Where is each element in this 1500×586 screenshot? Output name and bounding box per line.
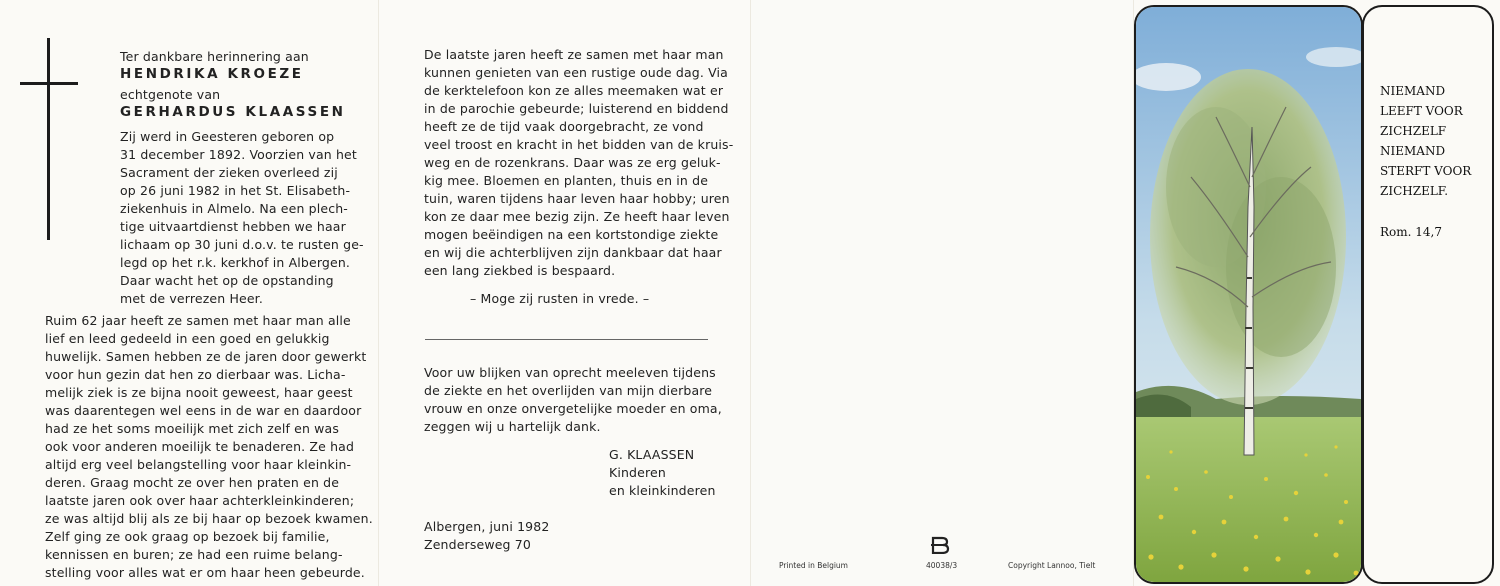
prayer-line: – Moge zij rusten in vrede. – bbox=[470, 291, 650, 306]
divider bbox=[425, 339, 708, 340]
bio-line: tige uitvaartdienst hebben we haar bbox=[120, 219, 346, 234]
bio-line: 31 december 1892. Voorzien van het bbox=[120, 147, 357, 162]
later-line: De laatste jaren heeft ze samen met haar man bbox=[424, 47, 724, 62]
life-line: melijk ziek is ze bijna nooit geweest, haar geest bbox=[45, 385, 353, 400]
bio-line: op 26 juni 1982 in het St. Elisabeth- bbox=[120, 183, 351, 198]
life-line: ze was altijd blij als ze bij haar op bezoek kwamen. bbox=[45, 511, 373, 526]
life-line: stelling voor alles wat er om haar heen gebeurde. bbox=[45, 565, 365, 580]
life-line: lief en leed gedeeld in een goed en gelukkig bbox=[45, 331, 330, 346]
thanks-line: vrouw en onze onvergetelijke moeder en oma, bbox=[424, 401, 722, 416]
spouse-name: GERHARDUS KLAASSEN bbox=[120, 104, 346, 120]
life-line: kennissen en buren; ze had een ruime belang- bbox=[45, 547, 343, 562]
life-line: huwelijk. Samen hebben ze de jaren door gewerkt bbox=[45, 349, 367, 364]
spouse-intro: echtgenote van bbox=[120, 87, 221, 102]
thanks-line: zeggen wij u hartelijk dank. bbox=[424, 419, 601, 434]
bio-line: ziekenhuis in Almelo. Na een plech- bbox=[120, 201, 348, 216]
signature-line: G. KLAASSEN bbox=[609, 447, 695, 462]
life-line: altijd erg veel belangstelling voor haar kleinkin- bbox=[45, 457, 352, 472]
quote-line: NIEMAND bbox=[1380, 144, 1446, 158]
publisher-logo-icon bbox=[930, 536, 950, 554]
later-line: de kerktelefoon kon ze alles meemaken wat er bbox=[424, 83, 724, 98]
quote-line: ZICHZELF. bbox=[1380, 184, 1449, 198]
thanks-line: de ziekte en het overlijden van mijn dierbare bbox=[424, 383, 713, 398]
life-line: laatste jaren ook over haar achterkleinkinderen; bbox=[45, 493, 355, 508]
later-line: tuin, waren tijdens haar leven haar hobby; uren bbox=[424, 191, 730, 206]
life-line: was daarentegen wel eens in de war en daardoor bbox=[45, 403, 362, 418]
later-line: en wij die achterblijven zijn dankbaar dat haar bbox=[424, 245, 722, 260]
life-line: voor hun gezin dat hen zo dierbaar was. Licha- bbox=[45, 367, 346, 382]
later-line: in de parochie gebeurde; luisterend en biddend bbox=[424, 101, 729, 116]
quote-line: NIEMAND bbox=[1380, 84, 1446, 98]
quote-reference: Rom. 14,7 bbox=[1380, 225, 1442, 239]
later-line: kunnen genieten van een rustige oude dag. Via bbox=[424, 65, 728, 80]
signature-line: en kleinkinderen bbox=[609, 483, 716, 498]
life-line: Ruim 62 jaar heeft ze samen met haar man alle bbox=[45, 313, 351, 328]
copyright: Copyright Lannoo, Tielt bbox=[1008, 561, 1096, 570]
bio-line: Zij werd in Geesteren geboren op bbox=[120, 129, 335, 144]
later-line: kig mee. Bloemen en planten, thuis en in de bbox=[424, 173, 709, 188]
life-line: had ze het soms moeilijk met zich zelf en was bbox=[45, 421, 340, 436]
later-line: heeft ze de tijd vaak doorgebracht, ze vond bbox=[424, 119, 704, 134]
bio-line: legd op het r.k. kerkhof in Albergen. bbox=[120, 255, 351, 270]
quote-line: ZICHZELF bbox=[1380, 124, 1447, 138]
card-panel-blank bbox=[750, 0, 1135, 586]
place-date: Albergen, juni 1982 bbox=[424, 519, 550, 534]
quote-line: LEEFT VOOR bbox=[1380, 104, 1463, 118]
print-code: 40038/3 bbox=[926, 561, 958, 570]
quote-card bbox=[1362, 5, 1494, 584]
quote-line: STERFT VOOR bbox=[1380, 164, 1472, 178]
fold-line bbox=[750, 0, 751, 586]
signature-line: Kinderen bbox=[609, 465, 666, 480]
bio-line: Sacrament der zieken overleed zij bbox=[120, 165, 338, 180]
bio-line: Daar wacht het op de opstanding bbox=[120, 273, 334, 288]
life-line: Zelf ging ze ook graag op bezoek bij familie, bbox=[45, 529, 330, 544]
later-line: weg en de rozenkrans. Daar was ze erg geluk- bbox=[424, 155, 721, 170]
later-line: veel troost en kracht in het bidden van de kruis- bbox=[424, 137, 734, 152]
later-line: kon ze daar mee bezig zijn. Ze heeft haar leven bbox=[424, 209, 730, 224]
bio-line: met de verrezen Heer. bbox=[120, 291, 263, 306]
later-line: mogen beëindigen na een kortstondige ziekte bbox=[424, 227, 719, 242]
address: Zenderseweg 70 bbox=[424, 537, 531, 552]
later-line: een lang ziekbed is bespaard. bbox=[424, 263, 616, 278]
deceased-name: HENDRIKA KROEZE bbox=[120, 66, 304, 82]
bio-line: lichaam op 30 juni d.o.v. te rusten ge- bbox=[120, 237, 364, 252]
thanks-line: Voor uw blijken van oprecht meeleven tijdens bbox=[424, 365, 716, 380]
fold-line bbox=[378, 0, 379, 586]
life-line: deren. Graag mocht ze over hen praten en de bbox=[45, 475, 340, 490]
birch-tree-photo bbox=[1134, 5, 1363, 584]
life-line: ook voor anderen moeilijk te benaderen. Ze had bbox=[45, 439, 355, 454]
printed-in-label: Printed in Belgium bbox=[779, 561, 848, 570]
intro-text: Ter dankbare herinnering aan bbox=[120, 49, 309, 64]
